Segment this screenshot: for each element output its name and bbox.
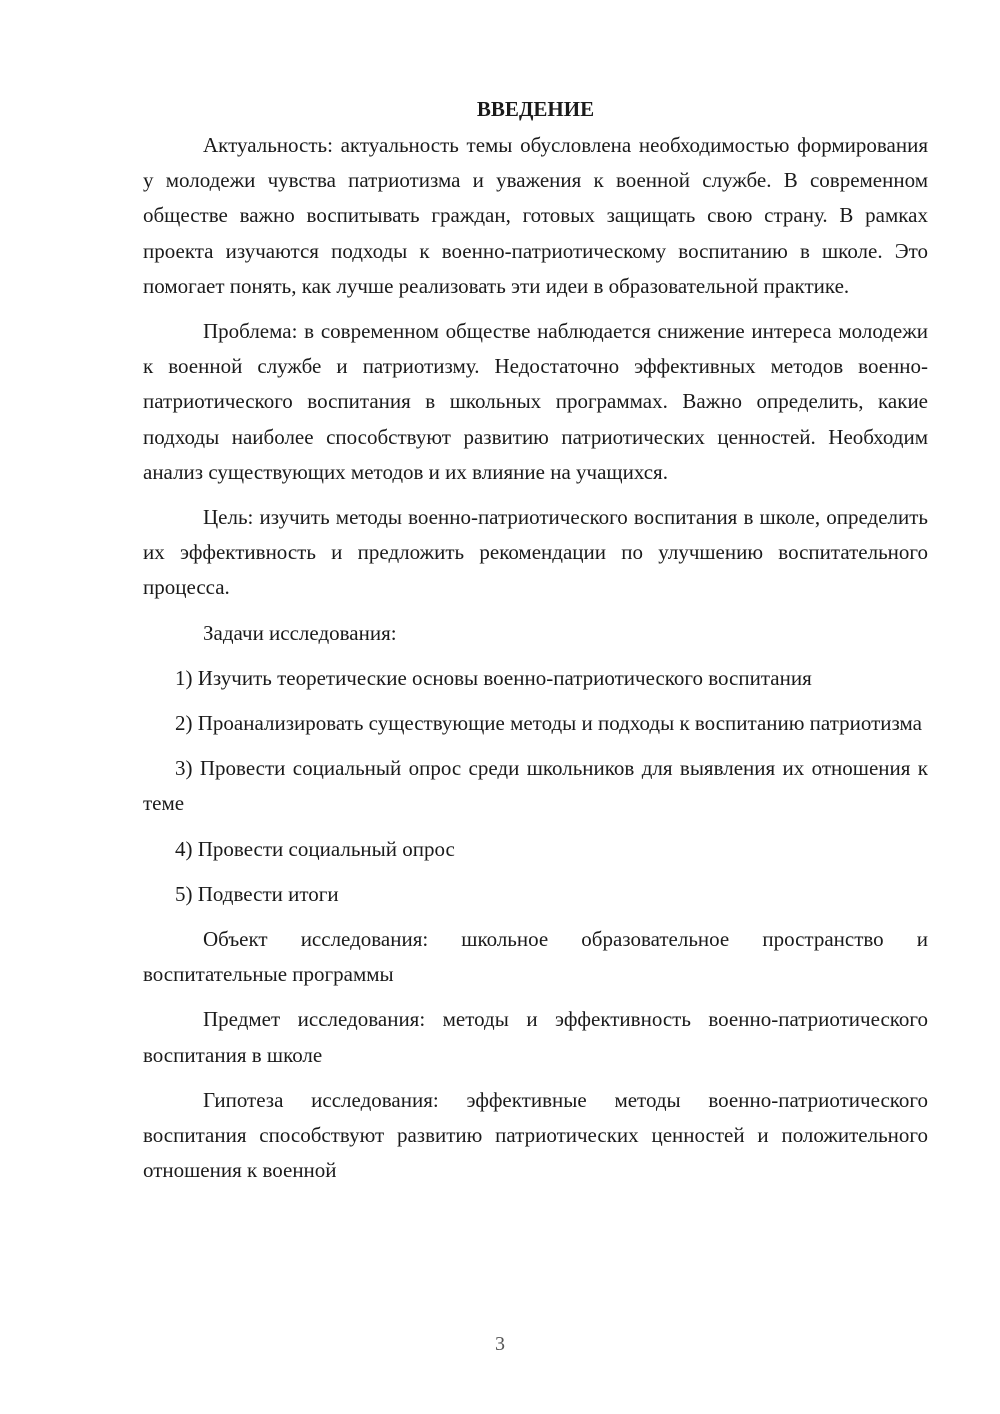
- paragraph-relevance: Актуальность: актуальность темы обусловлена необходимостью формирования у молодежи чувства патриотизма и уважения к военной службе. В современном обществе важно воспитывать граждан, готовых защищать свою страну. В рамках проекта изучаются подходы к военно-патриотическому воспитанию в школе. Это помогает понять, как лучше реализовать эти идеи в образовательной практике.: [143, 133, 928, 298]
- task-item: 5) Подвести итоги: [175, 881, 339, 906]
- paragraph-hypothesis: Гипотеза исследования: эффективные методы военно-патриотического воспитания способствуют развитию патриотических ценностей и положительного отношения к военной: [143, 1087, 928, 1183]
- task-item: 1) Изучить теоретические основы военно-патриотического воспитания: [175, 665, 812, 690]
- paragraph-subject: Предмет исследования: методы и эффективность военно-патриотического воспитания в школе: [143, 1007, 928, 1067]
- tasks-heading: Задачи исследования:: [203, 620, 397, 645]
- task-item: 3) Провести социальный опрос среди школьников для выявления их отношения к теме: [143, 756, 928, 816]
- page-number: 3: [495, 1333, 505, 1355]
- document-title: ВВЕДЕНИЕ: [476, 97, 595, 121]
- paragraph-object: Объект исследования: школьное образовательное пространство и воспитательные программы: [143, 927, 928, 987]
- task-item: 4) Провести социальный опрос: [175, 836, 455, 861]
- paragraph-goal: Цель: изучить методы военно-патриотического воспитания в школе, определить их эффективность и предложить рекомендации по улучшению воспитательного процесса.: [143, 505, 928, 600]
- paragraph-problem: Проблема: в современном обществе наблюдается снижение интереса молодежи к военной службе и патриотизму. Недостаточно эффективных методов военно-патриотического воспитания в школьных программах. Важно определить, какие подходы наиболее способствуют развитию патриотических ценностей. Необходим анализ существующих методов и их влияние на учащихся.: [143, 319, 928, 484]
- document-page: [143, 92, 928, 1198]
- task-item: 2) Проанализировать существующие методы и подходы к воспитанию патриотизма: [175, 711, 922, 736]
